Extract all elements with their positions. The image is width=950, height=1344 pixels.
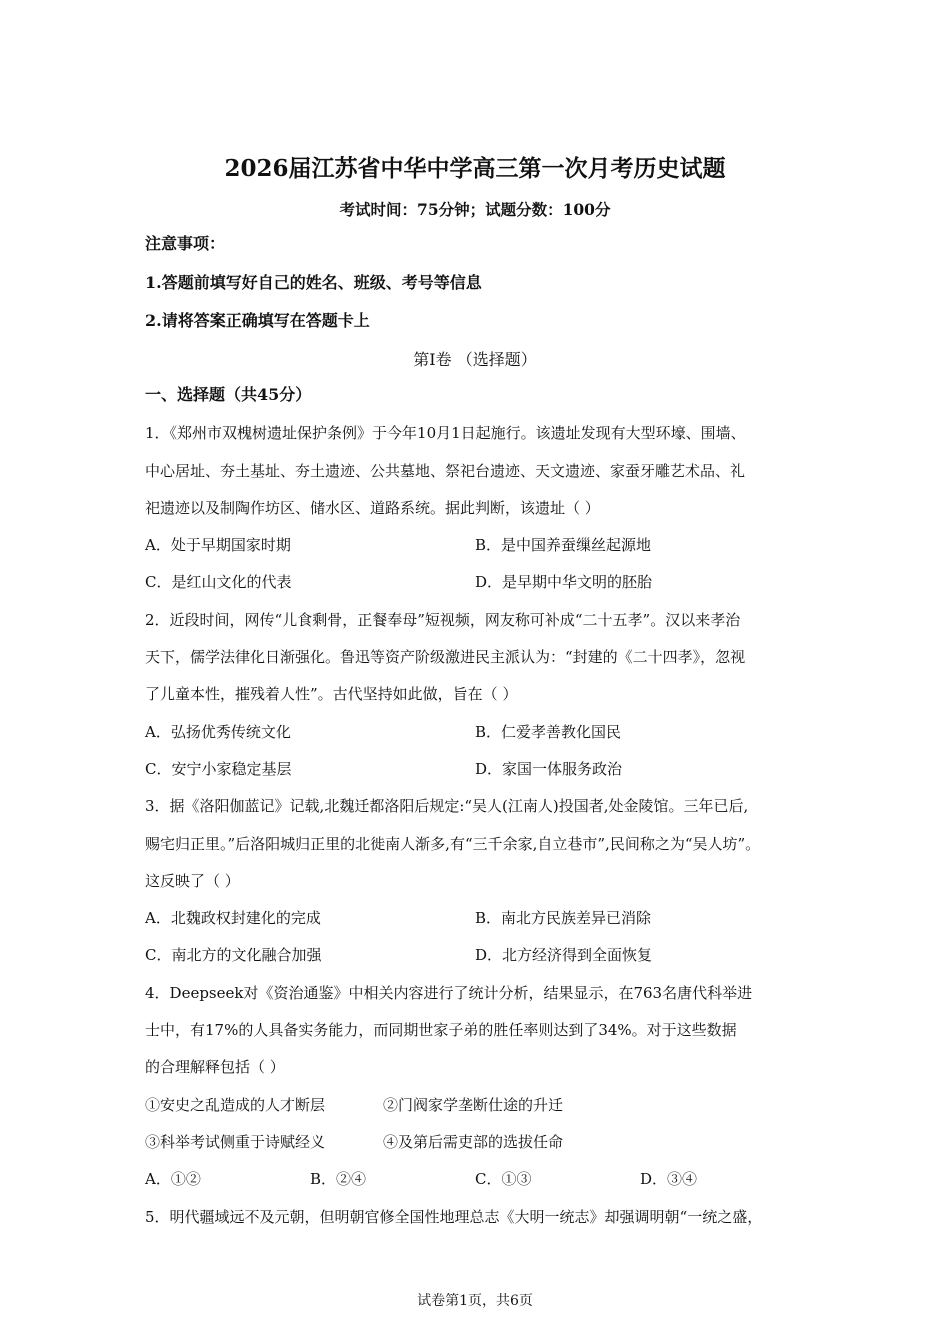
q4-statement-3: ③科举考试侧重于诗赋经义	[145, 1133, 326, 1151]
q3-line-3: 这反映了（ ）	[145, 872, 240, 890]
q3-option-b: B．南北方民族差异已消除	[475, 909, 652, 927]
q3-option-c: C．南北方的文化融合加强	[145, 946, 322, 964]
q1-option-c: C．是红山文化的代表	[145, 573, 292, 591]
q3-option-d: D．北方经济得到全面恢复	[475, 946, 653, 964]
q4-option-d: D．③④	[640, 1170, 698, 1188]
q2-line-1: 2．近段时间，网传“儿食剩骨，正餐奉母”短视频，网友称可补成“二十五孝”。汉以来孝治	[145, 611, 741, 629]
q1-line-1: 1．《郑州市双槐树遗址保护条例》于今年10月1日起施行。该遗址发现有大型环壕、围墙、	[145, 424, 746, 442]
q4-statement-4: ④及第后需吏部的选拔任命	[383, 1133, 564, 1151]
exam-subtitle: 考试时间：75分钟；试题分数：100分	[339, 200, 611, 219]
section-title: 一、选择题（共45分）	[145, 385, 312, 404]
q4-option-a: A．①②	[145, 1170, 201, 1188]
notice-heading: 注意事项：	[145, 234, 226, 253]
q4-line-3: 的合理解释包括（ ）	[145, 1058, 285, 1076]
q1-line-3: 祀遗迹以及制陶作坊区、储水区、道路系统。据此判断，该遗址（ ）	[145, 499, 600, 517]
q1-option-a: A．处于早期国家时期	[145, 536, 291, 554]
q5-line-1: 5．明代疆域远不及元朝，但明朝官修全国性地理总志《大明一统志》却强调明朝“一统之盛，	[145, 1208, 763, 1226]
notice-item-1: 1.答题前填写好自己的姓名、班级、考号等信息	[145, 273, 482, 292]
q2-line-2: 天下，儒学法律化日渐强化。鲁迅等资产阶级激进民主派认为：“封建的《二十四孝》，忽视	[145, 648, 746, 666]
q2-option-a: A．弘扬优秀传统文化	[145, 723, 291, 741]
q4-line-2: 士中，有17%的人具备实务能力，而同期世家子弟的胜任率则达到了34%。对于这些数据	[145, 1021, 737, 1039]
q4-statement-2: ②门阀家学垄断仕途的升迁	[383, 1096, 564, 1114]
q1-line-2: 中心居址、夯土基址、夯土遗迹、公共墓地、祭祀台遗迹、天文遗迹、家蚕牙雕艺术品、礼	[145, 462, 746, 480]
exam-title: 2026届江苏省中华中学高三第一次月考历史试题	[224, 155, 726, 182]
q4-option-c: C．①③	[475, 1170, 532, 1188]
q3-option-a: A．北魏政权封建化的完成	[145, 909, 321, 927]
q4-option-b: B．②④	[310, 1170, 367, 1188]
q4-line-1: 4．Deepseek对《资治通鉴》中相关内容进行了统计分析，结果显示，在763名唐代科举进	[145, 984, 753, 1002]
notice-item-2: 2.请将答案正确填写在答题卡上	[145, 311, 370, 330]
q2-line-3: 了儿童本性，摧残着人性”。古代坚持如此做，旨在（ ）	[145, 685, 518, 703]
page-footer: 试卷第1页，共6页	[417, 1293, 533, 1309]
volume-title: 第I卷 （选择题）	[413, 350, 537, 369]
q4-statement-1: ①安史之乱造成的人才断层	[145, 1096, 326, 1114]
q2-option-d: D．家国一体服务政治	[475, 760, 623, 778]
q1-option-b: B．是中国养蚕缫丝起源地	[475, 536, 652, 554]
q2-option-b: B．仁爱孝善教化国民	[475, 723, 622, 741]
q2-option-c: C．安宁小家稳定基层	[145, 760, 292, 778]
q3-line-2: 赐宅归正里。”后洛阳城归正里的北徙南人渐多,有“三千余家,自立巷市”,民间称之为“吴人坊”。	[145, 835, 761, 853]
q1-option-d: D．是早期中华文明的胚胎	[475, 573, 653, 591]
q3-line-1: 3．据《洛阳伽蓝记》记载,北魏迁都洛阳后规定:“吴人(江南人)投国者,处金陵馆。三年已后,	[145, 797, 749, 815]
